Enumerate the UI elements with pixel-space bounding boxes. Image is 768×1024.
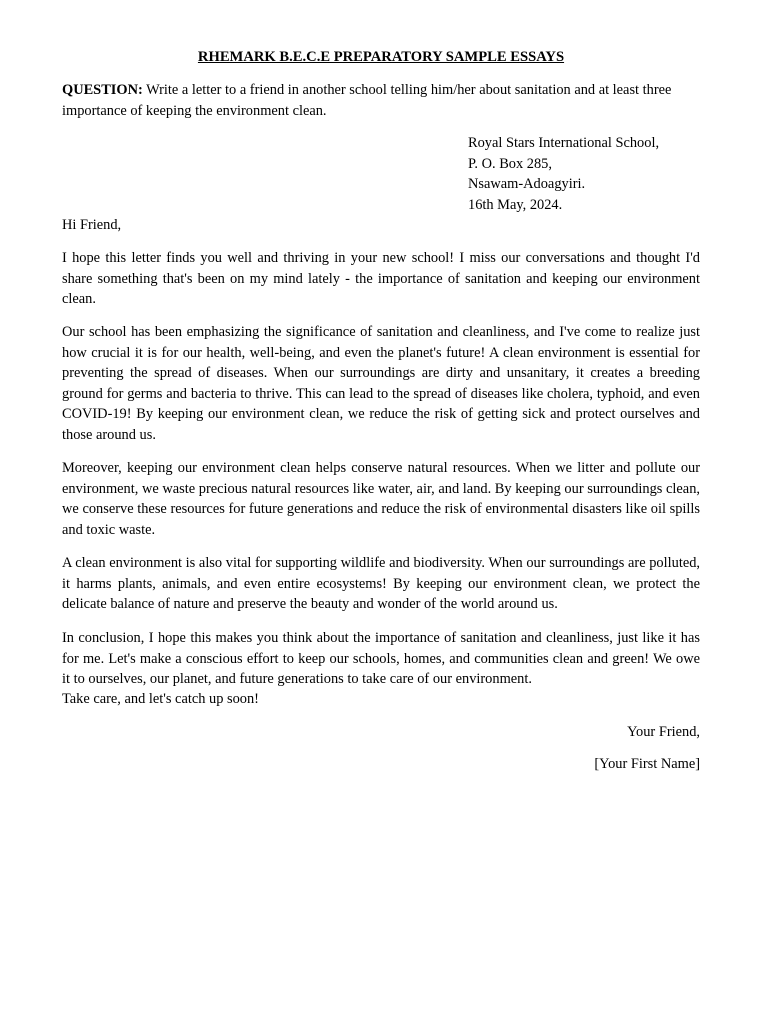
sender-address [468, 133, 659, 215]
address-line-school: Royal Stars International School, [468, 135, 660, 151]
closing: Your Friend, [627, 724, 700, 740]
body-paragraph-health: Our school has been emphasizing the significance of sanitation and cleanliness, and I've come to realize just how crucial it is for our health, well-being, and even the planet's future! A clean environment is essential for preventing the spread of diseases. When our surroundings are dirty and unsanitary, it creates a breeding ground for germs and bacteria to thrive. This can lead to the spread of diseases like cholera, typhoid, and even COVID-19! By keeping our environment clean, we reduce the risk of getting sick and protect ourselves and those around us. [62, 324, 700, 443]
body-paragraph-biodiversity: A clean environment is also vital for supporting wildlife and biodiversity. When our surroundings are polluted, it harms plants, animals, and even entire ecosystems! By keeping our environment clean, we protect the delicate balance of nature and preserve the beauty and wonder of the world around us. [62, 555, 700, 612]
take-care-line: Take care, and let's catch up soon! [62, 691, 259, 707]
question [62, 80, 682, 121]
address-line-date: 16th May, 2024. [468, 196, 563, 213]
question-text: Write a letter to a friend in another school telling him/her about sanitation and at least three importance of keeping the environment clean. [62, 82, 672, 119]
body-paragraph-intro: I hope this letter finds you well and thriving in your new school! I miss our conversations and thought I'd share something that's been on my mind lately - the importance of sanitation and keeping our environment clean. [62, 250, 700, 307]
greeting: Hi Friend, [62, 217, 122, 233]
question-label: QUESTION: [62, 82, 143, 98]
address-line-box: P. O. Box 285, [468, 155, 552, 172]
signature: [Your First Name] [594, 756, 700, 772]
address-line-town: Nsawam-Adoagyiri. [468, 176, 586, 192]
document-page [62, 0, 700, 1024]
body-paragraph-resources: Moreover, keeping our environment clean helps conserve natural resources. When we litter and pollute our environment, we waste precious natural resources like water, air, and land. By keeping our surroundings clean, we conserve these resources for future generations and reduce the risk of environmental disasters like oil spills and toxic waste. [62, 460, 700, 538]
body-paragraph-conclusion: In conclusion, I hope this makes you think about the importance of sanitation and cleanliness, just like it has for me. Let's make a conscious effort to keep our schools, homes, and communities clean and green! We owe it to ourselves, our planet, and future generations to take care of our environment. [62, 630, 700, 687]
document-title: RHEMARK B.E.C.E PREPARATORY SAMPLE ESSAYS [197, 49, 565, 65]
